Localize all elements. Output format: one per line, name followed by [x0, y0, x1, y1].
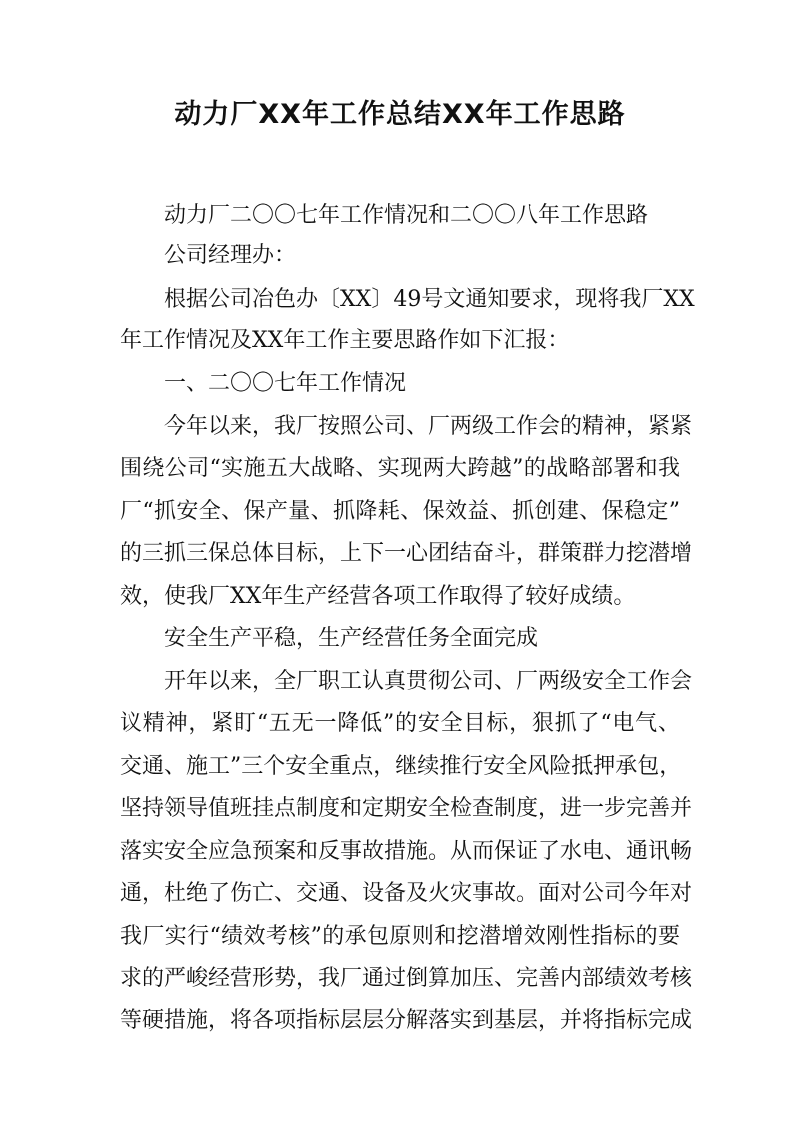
- paragraph-line: 等硬措施，将各项指标层层分解落实到基层，并将指标完成: [120, 1008, 693, 1033]
- paragraph-line: 交通、施工”三个安全重点，继续推行安全风险抵押承包，: [120, 754, 682, 779]
- paragraph-line: 落实安全应急预案和反事故措施。从而保证了水电、通讯畅: [120, 839, 693, 864]
- paragraph-line: 的三抓三保总体目标，上下一心团结奋斗，群策群力挖潜增: [120, 541, 693, 566]
- document-title: 动力厂XX年工作总结XX年工作思路: [174, 99, 626, 130]
- paragraph-line: 围绕公司“实施五大战略、实现两大跨越”的战略部署和我: [120, 456, 680, 481]
- section-heading: 一、二〇〇七年工作情况: [164, 371, 407, 396]
- paragraph-line: 根据公司冶色办〔XX〕49号文通知要求，现将我厂XX: [164, 287, 695, 312]
- paragraph-line: 效，使我厂XX年生产经营各项工作取得了较好成绩。: [120, 584, 636, 609]
- paragraph-line: 开年以来，全厂职工认真贯彻公司、厂两级安全工作会: [164, 669, 693, 694]
- paragraph-line: 议精神，紧盯“五无一降低”的安全目标，狠抓了“电气、: [120, 711, 680, 736]
- subsection-heading: 安全生产平稳，生产经营任务全面完成: [164, 626, 539, 651]
- addressee-line: 公司经理办：: [164, 243, 297, 268]
- paragraph-line: 厂“抓安全、保产量、抓降耗、保效益、抓创建、保稳定”: [120, 499, 680, 524]
- paragraph-line: 年工作情况及XX年工作主要思路作如下汇报：: [120, 328, 570, 353]
- subtitle-line: 动力厂二〇〇七年工作情况和二〇〇八年工作思路: [164, 203, 649, 228]
- paragraph-line: 通，杜绝了伤亡、交通、设备及火灾事故。面对公司今年对: [120, 881, 693, 906]
- paragraph-line: 我厂实行“绩效考核”的承包原则和挖潜增效刚性指标的要: [120, 924, 680, 949]
- paragraph-line: 求的严峻经营形势，我厂通过倒算加压、完善内部绩效考核: [120, 966, 693, 991]
- paragraph-line: 坚持领导值班挂点制度和定期安全检查制度，进一步完善并: [120, 796, 693, 821]
- paragraph-line: 今年以来，我厂按照公司、厂两级工作会的精神，紧紧: [164, 414, 693, 439]
